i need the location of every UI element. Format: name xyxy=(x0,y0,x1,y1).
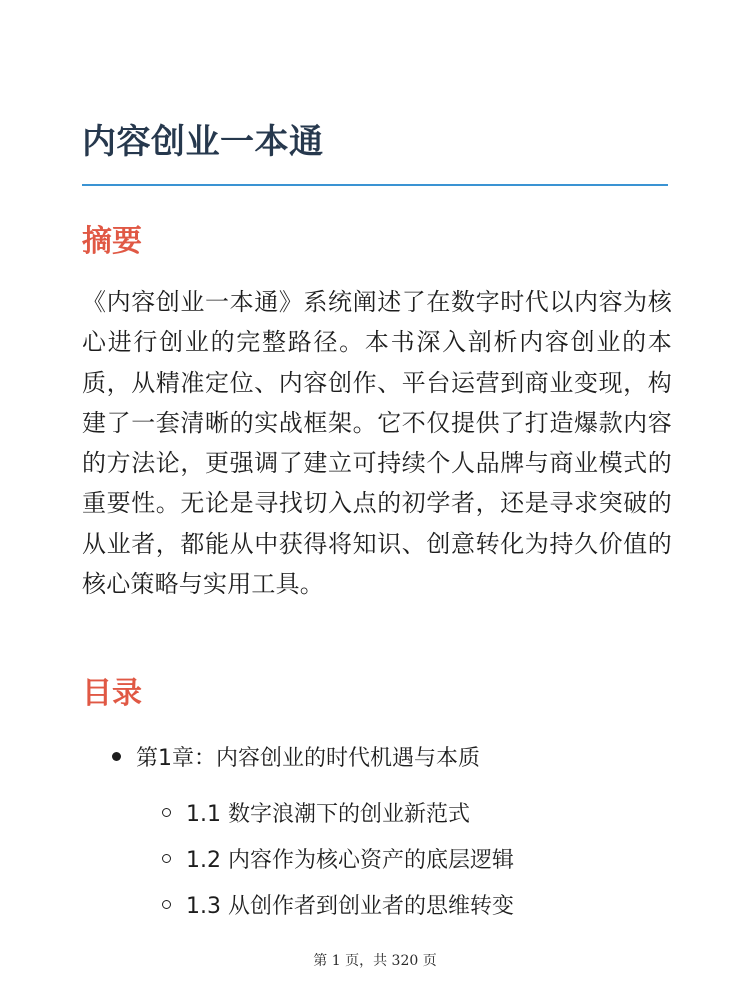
bullet-disc-icon xyxy=(112,752,121,761)
toc-section-item xyxy=(162,884,514,924)
toc-section-item xyxy=(162,792,470,832)
toc-section-label: 1.2 内容作为核心资产的底层逻辑 xyxy=(186,847,514,873)
document-title: 内容创业一本通 xyxy=(82,122,324,162)
toc-heading: 目录 xyxy=(82,676,142,711)
bullet-circle-icon xyxy=(162,808,171,817)
abstract-heading: 摘要 xyxy=(82,224,142,259)
abstract-paragraph: 《内容创业一本通》系统阐述了在数字时代以内容为核心进行创业的完整路径。本书深入剖析内容创业的本质，从精准定位、内容创作、平台运营到商业变现，构建了一套清晰的实战框架。它不仅提供了打造爆款内容的方法论，更强调了建立可持续个人品牌与商业模式的重要性。无论是寻找切入点的初学者，还是寻求突破的从业者，都能从中获得将知识、创意转化为持久价值的核心策略与实用工具。 xyxy=(82,288,672,599)
page-number-footer: 第 1 页，共 320 页 xyxy=(313,953,437,969)
toc-chapter-label: 第1章：内容创业的时代机遇与本质 xyxy=(136,745,480,771)
title-divider xyxy=(82,184,668,186)
toc-section-label: 1.1 数字浪潮下的创业新范式 xyxy=(186,801,470,827)
bullet-circle-icon xyxy=(162,900,171,909)
bullet-circle-icon xyxy=(162,854,171,863)
toc-section-label: 1.3 从创作者到创业者的思维转变 xyxy=(186,893,514,919)
toc-chapter-item xyxy=(112,734,480,778)
toc-section-item xyxy=(162,838,514,878)
